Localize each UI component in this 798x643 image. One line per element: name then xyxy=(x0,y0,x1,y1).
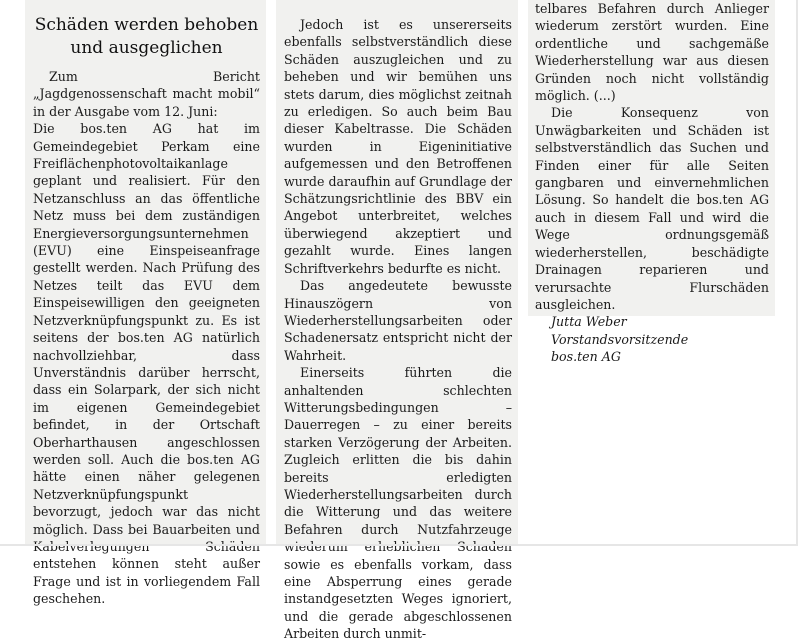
body-paragraph-6: Die Konsequenz von Unwägbarkeiten und Schäden ist selbstverständlich das Suchen und Finden einer für alle Seiten gangbaren und einvernehmlichen Lösung. So handelt die bos.ten AG auch in diesem Fall und wird die Wege ordnungsgemäß wiederherstellen, beschädigte Drainagen reparieren und verursachte Flurschäden ausgleichen. xyxy=(535,105,769,312)
body-paragraph-4: Einerseits führten die anhaltenden schlechten Witterungsbedingungen – Dauerregen – zu einer bereits starken Verzögerung der Arbeiten. Zugleich erlitten die bis dahin bereits erledigten Wiederherstellungsarbeiten durch die Witterung und das weitere Befahren durch Nutzfahrzeuge wiederum erheblichen Schaden sowie es ebenfalls vorkam, dass eine Absperrung eines gerade instandgesetzten Weges ignoriert, und die gerade abgeschlossenen Arbeiten durch unmit- xyxy=(284,365,512,642)
column-3 xyxy=(528,0,775,365)
signature-role: Vorstandsvorsitzende xyxy=(551,331,689,347)
body-paragraph-2: Jedoch ist es unsererseits ebenfalls selbstverständlich diese Schäden auszugleichen und zu beheben und wir bemühen uns stets darum, dies möglichst zeitnah zu erledigen. So auch beim Bau dieser Kabeltrasse. Die Schäden wurden in Eigeninitiative aufgemessen und den Betroffenen wurde daraufhin auf Grundlage der Schätzungsrichtlinie des BBV ein Angebot unterbreitet, welches überwiegend akzeptiert und gezahlt wurde. Eines langen Schriftverkehrs bedurfte es nicht. xyxy=(284,17,512,276)
signature-company: bos.ten AG xyxy=(551,349,621,365)
body-paragraph-3: Das angedeutete bewusste Hinauszögern von Wiederherstellungsarbeiten oder Schadenersatz entspricht nicht der Wahrheit. xyxy=(284,278,512,363)
column-2 xyxy=(276,0,518,642)
intro-paragraph: Zum Bericht „Jagdgenossenschaft macht mobil“ in der Ausgabe vom 12. Juni: xyxy=(33,69,260,119)
body-paragraph-5: telbares Befahren durch Anlieger wiederum zerstört wurden. Eine ordentliche und sachgemäße Wiederherstellung war aus diesen Gründen noch nicht vollständig möglich. (...) xyxy=(535,1,769,104)
column-1 xyxy=(25,0,266,607)
signature-name: Jutta Weber xyxy=(551,314,627,330)
body-paragraph-1: Die bos.ten AG hat im Gemeindegebiet Perkam eine Freiflächenphotovoltaikanlage geplant und realisiert. Für den Netzanschluss an das öffentliche Netz muss bei dem zuständigen Energieversorgungsunternehmen (EVU) eine Einspeiseanfrage gestellt werden. Nach Prüfung des Netzes teilt das EVU dem Einspeisewilligen den geeigneten Netzverknüpfungspunkt zu. Es ist seitens der bos.ten AG natürlich nachvollziehbar, dass Unverständnis darüber herrscht, dass ein Solarpark, der sich nicht im eigenen Gemeindegebiet befindet, in der Ortschaft Oberharthausen angeschlossen werden soll. Auch die bos.ten AG hätte einen näher gelegenen Netzverknüpfungspunkt bevorzugt, jedoch war das nicht möglich. Dass bei Bauarbeiten und Kabelverlegungen Schäden entstehen können steht außer Frage und ist in vorliegendem Fall geschehen. xyxy=(33,121,260,607)
article-title: Schäden werden behoben und ausgeglichen xyxy=(34,15,259,58)
